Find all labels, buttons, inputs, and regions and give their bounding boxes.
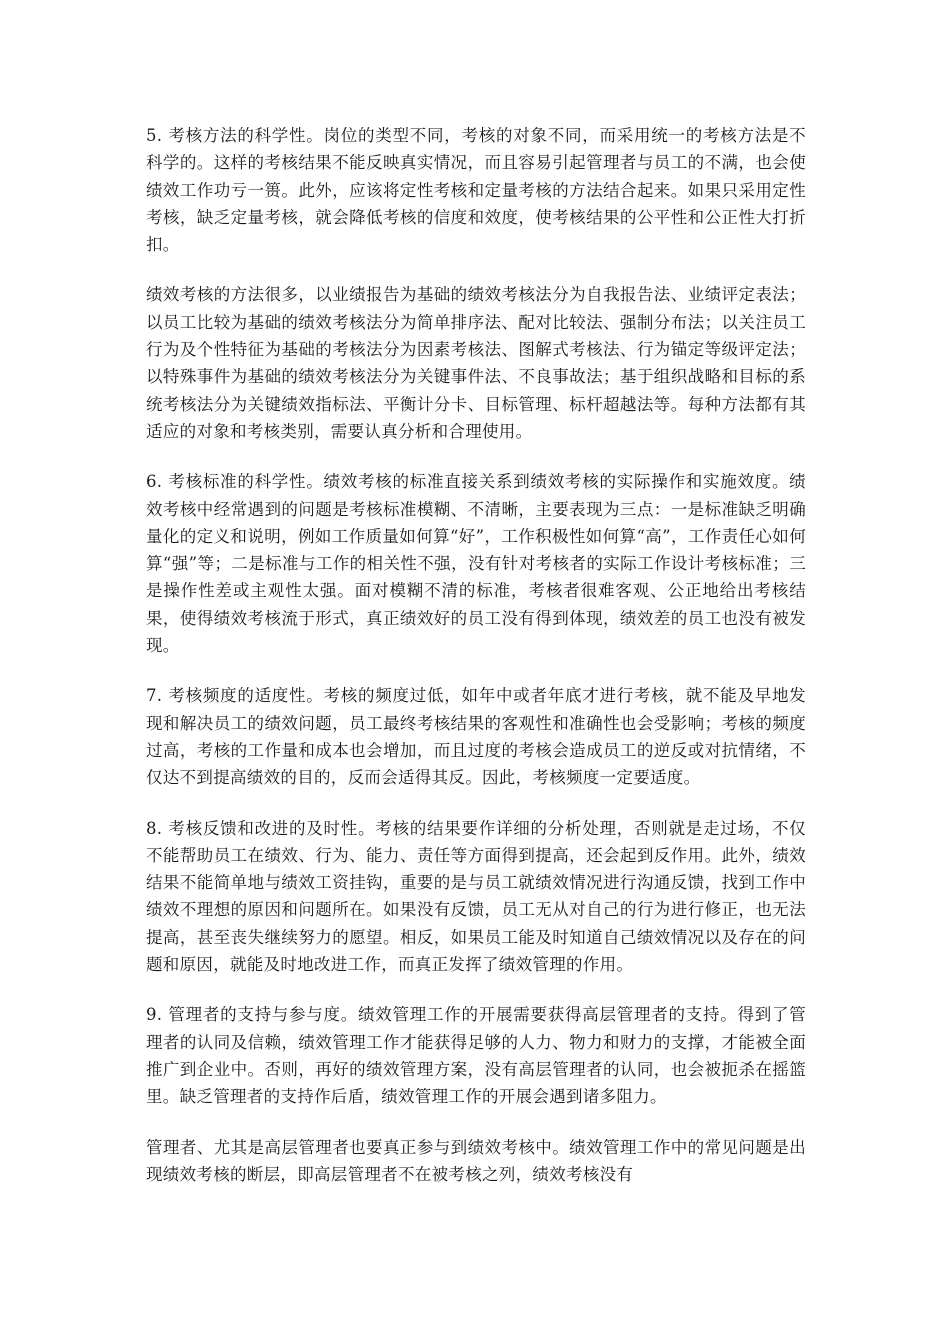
document-body xyxy=(146,122,806,1211)
paragraph-manager-support: 9. 管理者的支持与参与度。绩效管理工作的开展需要获得高层管理者的支持。得到了管理者的认同及信赖，绩效管理工作才能获得足够的人力、物力和财力的支撑，才能被全面推广到企业中。否则，再好的绩效管理方案，没有高层管理者的认同，也会被扼杀在摇篮里。缺乏管理者的支持作后盾，绩效管理工作的开展会遇到诸多阻力。 xyxy=(146,1005,806,1107)
paragraph-assessment-method: 5. 考核方法的科学性。岗位的类型不同，考核的对象不同，而采用统一的考核方法是不科学的。这样的考核结果不能反映真实情况，而且容易引起管理者与员工的不满，也会使绩效工作功亏一篑。此外，应该将定性考核和定量考核的方法结合起来。如果只采用定性考核，缺乏定量考核，就会降低考核的信度和效度，使考核结果的公平性和公正性大打折扣。 xyxy=(146,126,806,255)
paragraph-assessment-frequency: 7. 考核频度的适度性。考核的频度过低，如年中或者年底才进行考核，就不能及早地发现和解决员工的绩效问题，员工最终考核结果的客观性和准确性也会受影响；考核的频度过高，考核的工作量和成本也会增加，而且过度的考核会造成员工的逆反或对抗情绪，不仅达不到提高绩效的目的，反而会适得其反。因此，考核频度一定要适度。 xyxy=(146,686,806,788)
paragraph-feedback-improvement: 8. 考核反馈和改进的及时性。考核的结果要作详细的分析处理，否则就是走过场，不仅不能帮助员工在绩效、行为、能力、责任等方面得到提高，还会起到反作用。此外，绩效结果不能简单地与绩效工资挂钩，重要的是与员工就绩效情况进行沟通反馈，找到工作中绩效不理想的原因和问题所在。如果没有反馈，员工无从对自己的行为进行修正，也无法提高，甚至丧失继续努力的愿望。相反，如果员工能及时知道自己绩效情况以及存在的问题和原因，就能及时地改进工作，而真正发挥了绩效管理的作用。 xyxy=(146,818,806,975)
paragraph-manager-participation: 管理者、尤其是高层管理者也要真正参与到绩效考核中。绩效管理工作中的常见问题是出现绩效考核的断层，即高层管理者不在被考核之列，绩效考核没有 xyxy=(146,1137,806,1184)
paragraph-assessment-types: 绩效考核的方法很多，以业绩报告为基础的绩效考核法分为自我报告法、业绩评定表法；以员工比较为基础的绩效考核法分为简单排序法、配对比较法、强制分布法；以关注员工行为及个性特征为基础的考核法分为因素考核法、图解式考核法、行为锚定等级评定法；以特殊事件为基础的绩效考核法分为关键事件法、不良事故法；基于组织战略和目标的系统考核法分为关键绩效指标法、平衡计分卡、目标管理、标杆超越法等。每种方法都有其适应的对象和考核类别，需要认真分析和合理使用。 xyxy=(146,285,806,441)
paragraph-assessment-standards: 6. 考核标准的科学性。绩效考核的标准直接关系到绩效考核的实际操作和实施效度。绩效考核中经常遇到的问题是考核标准模糊、不清晰，主要表现为三点：一是标准缺乏明确量化的定义和说明，例如工作质量如何算“好”，工作积极性如何算“高”，工作责任心如何算“强”等；二是标准与工作的相关性不强，没有针对考核者的实际工作设计考核标准；三是操作性差或主观性太强。面对模糊不清的标准，考核者很难客观、公正地给出考核结果，使得绩效考核流于形式，真正绩效好的员工没有得到体现，绩效差的员工也没有被发现。 xyxy=(146,472,806,656)
